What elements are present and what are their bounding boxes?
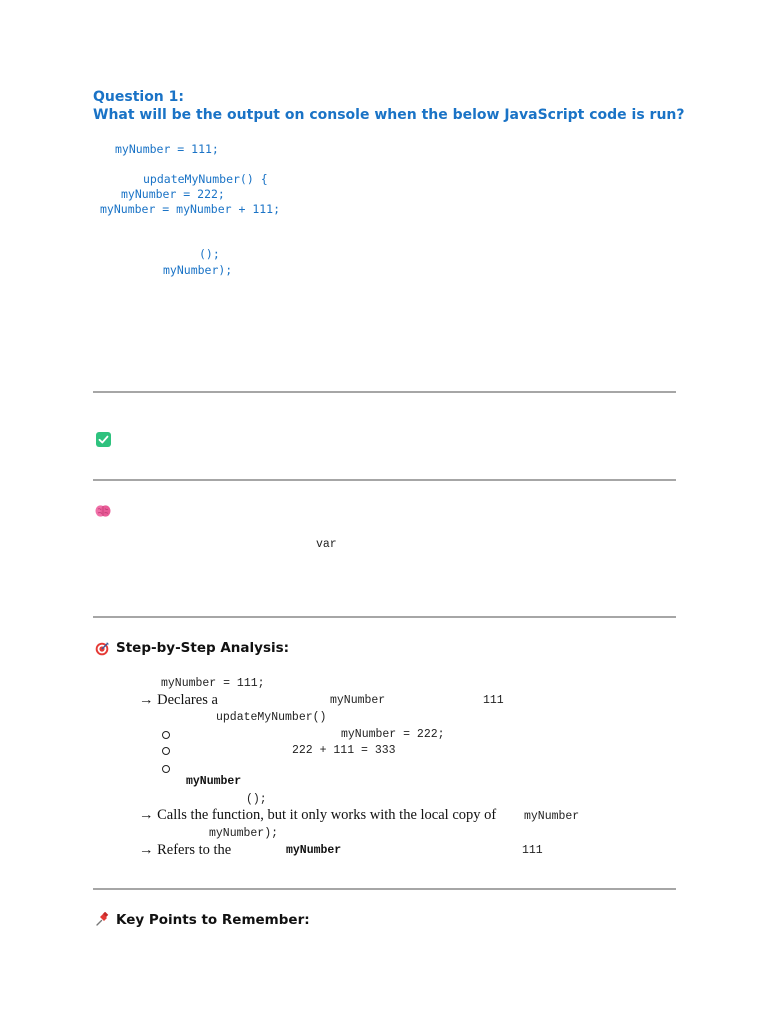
step1-var: myNumber: [330, 694, 386, 707]
step4-text: → Refers to the: [139, 842, 232, 858]
sub3-code: myNumber: [186, 775, 242, 788]
check-box-icon: [96, 432, 111, 447]
keyword-var: var: [316, 538, 337, 551]
bullet-icon: [162, 731, 170, 739]
divider: [93, 888, 676, 890]
code-line-2: updateMyNumber() {: [143, 172, 268, 186]
divider: [93, 391, 676, 393]
code-line-3: myNumber = 222;: [121, 187, 225, 201]
bullet-icon: [162, 765, 170, 773]
divider: [93, 479, 676, 481]
step3-code: ();: [246, 793, 267, 806]
divider: [93, 616, 676, 618]
step1-text: → Declares a: [139, 692, 218, 708]
key-points-heading: Key Points to Remember:: [116, 912, 310, 928]
code-line-5: ();: [199, 247, 220, 261]
analysis-heading: Step-by-Step Analysis:: [116, 640, 290, 656]
question-prompt: What will be the output on console when the below JavaScript code is run?: [93, 107, 685, 123]
step4-code: myNumber);: [209, 827, 279, 840]
sub1-code: myNumber = 222;: [341, 728, 445, 741]
step1-value: 111: [483, 694, 504, 707]
code-line-1: myNumber = 111;: [115, 142, 219, 156]
pushpin-icon: [95, 912, 109, 927]
question-number: Question 1:: [93, 89, 184, 105]
bullet-icon: [162, 747, 170, 755]
sub2-code: 222 + 111 = 333: [292, 744, 396, 757]
step4-var: myNumber: [286, 844, 342, 857]
step2-code: updateMyNumber(): [216, 711, 327, 724]
step4-value: 111: [522, 844, 543, 857]
step3-text: → Calls the function, but it only works with the local copy of: [139, 807, 497, 823]
target-icon: [95, 641, 109, 655]
brain-icon: [95, 503, 111, 517]
code-line-4: myNumber = myNumber + 111;: [100, 202, 281, 216]
step3-var: myNumber: [524, 810, 580, 823]
code-line-6: myNumber);: [163, 263, 233, 277]
step1-code: myNumber = 111;: [161, 677, 265, 690]
